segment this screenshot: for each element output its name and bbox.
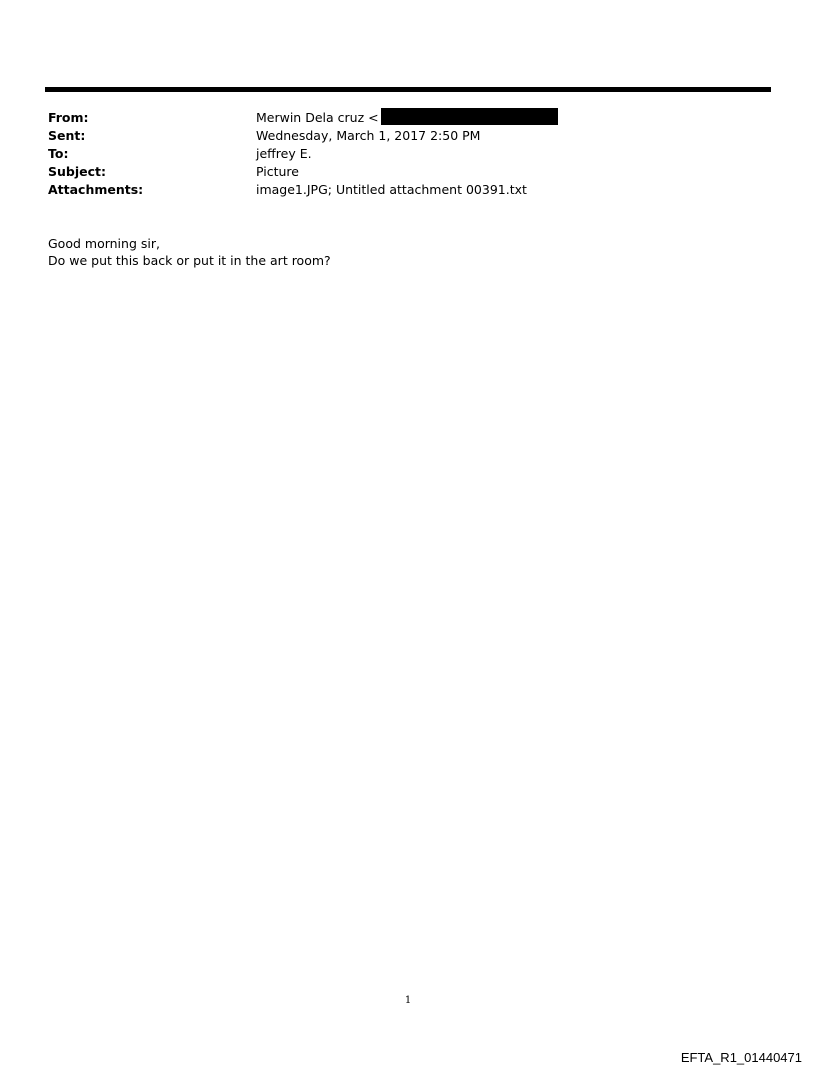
redaction-box xyxy=(381,108,558,125)
to-value: jeffrey E. xyxy=(256,146,312,161)
page-number: 1 xyxy=(404,995,412,1006)
subject-label: Subject: xyxy=(48,164,106,179)
email-body xyxy=(48,235,331,269)
attachments-value: image1.JPG; Untitled attachment 00391.txt xyxy=(256,182,527,197)
bates-number: EFTA_R1_01440471 xyxy=(680,1050,802,1065)
header-rule xyxy=(45,87,771,92)
subject-value: Picture xyxy=(256,164,299,179)
to-label: To: xyxy=(48,146,69,161)
sent-value: Wednesday, March 1, 2017 2:50 PM xyxy=(256,128,481,143)
sent-label: Sent: xyxy=(48,128,86,143)
from-label: From: xyxy=(48,110,89,125)
greeting-line: Good morning sir, xyxy=(48,236,160,251)
message-line: Do we put this back or put it in the art room? xyxy=(48,253,331,268)
sender-name: Merwin Dela cruz < xyxy=(256,110,379,125)
from-value xyxy=(256,109,558,127)
attachments-label: Attachments: xyxy=(48,182,144,197)
